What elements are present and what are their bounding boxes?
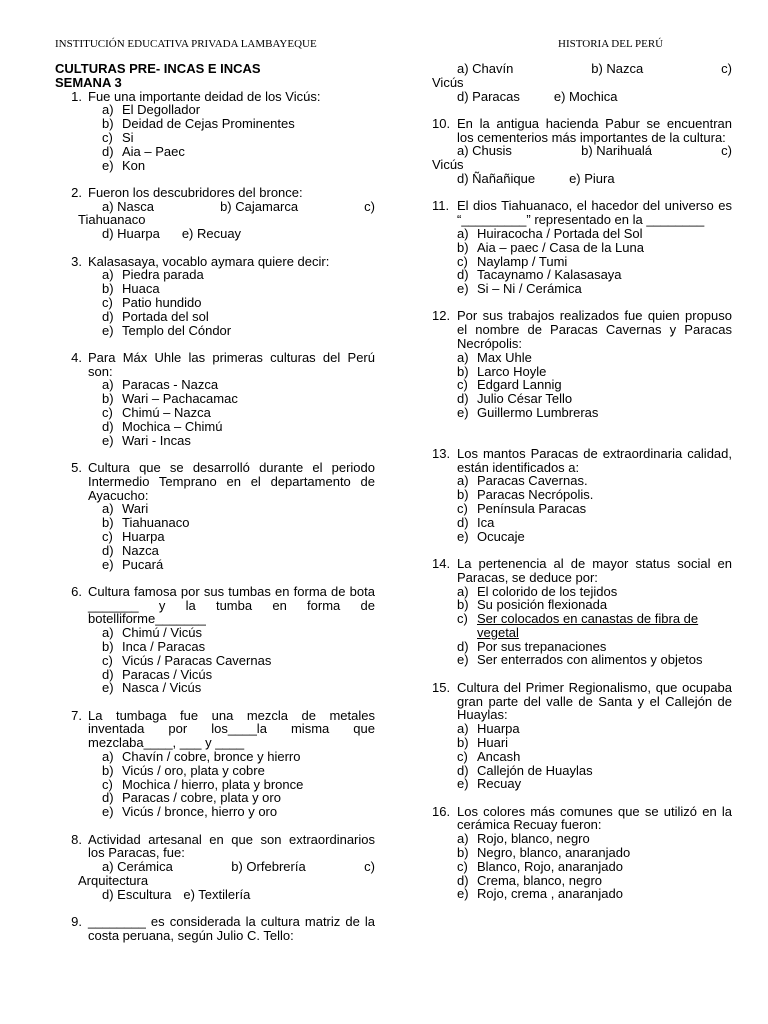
option-letter: e) [102, 432, 114, 448]
question-number: 13. [432, 445, 451, 461]
option-text: Huaca [122, 281, 160, 297]
option-e: e) Recuay [181, 226, 242, 242]
option-b: b) Nazca [591, 61, 644, 76]
option-letter: a) [457, 473, 469, 489]
option-letter: e) [102, 804, 114, 820]
option-c: c) [364, 198, 375, 214]
question-2 [55, 186, 375, 241]
option-a [457, 227, 732, 241]
option-text: Wari - Incas [122, 432, 191, 448]
option-c [102, 778, 375, 792]
option-text: Ocucaje [477, 528, 525, 544]
option-c [457, 255, 732, 269]
option-letter: b) [102, 762, 114, 778]
option-text: Si [122, 129, 134, 145]
options-list [102, 626, 375, 695]
question-number: 8. [71, 831, 82, 847]
option-text: Chimú / Vicús [122, 625, 202, 641]
option-letter: a) [102, 501, 114, 517]
question-1 [55, 90, 375, 173]
option-letter: e) [457, 528, 469, 544]
question-text: Los colores más comunes que se utilizó en la cerámica Recuay fueron: [457, 803, 732, 833]
option-c-text: Vicús [432, 74, 464, 90]
option-e [457, 530, 732, 544]
option-letter: b) [457, 487, 469, 503]
option-c [457, 750, 732, 764]
option-text: Ancash [477, 748, 521, 764]
option-letter: d) [457, 267, 469, 283]
option-letter: c) [457, 858, 468, 874]
question-number: 11. [432, 198, 450, 214]
option-c [102, 406, 375, 420]
option-b [102, 764, 375, 778]
inline-options [457, 172, 732, 186]
inline-options [102, 888, 375, 902]
options-list [457, 474, 732, 543]
option-c [102, 131, 375, 145]
option-letter: a) [102, 102, 114, 118]
option-b [457, 365, 732, 379]
option-letter: d) [457, 638, 469, 654]
option-letter: c) [102, 294, 113, 310]
week-label: SEMANA 3 [55, 74, 122, 90]
option-letter: c) [102, 776, 113, 792]
option-letter: c) [457, 611, 468, 627]
option-letter: d) [102, 790, 114, 806]
option-c: c) [721, 143, 732, 159]
inline-options [102, 860, 375, 874]
option-d [457, 516, 732, 530]
option-letter: a) [102, 749, 114, 765]
option-letter: a) [457, 831, 469, 847]
option-text: Huari [477, 734, 509, 750]
option-b [457, 598, 732, 612]
question-4 [55, 351, 375, 448]
options-list [102, 378, 375, 447]
option-text: Chimú – Nazca [122, 405, 211, 421]
option-text: Guillermo Lumbreras [477, 405, 599, 421]
option-letter: d) [102, 666, 114, 682]
option-text: El Degollador [122, 102, 201, 118]
question-text: Cultura que se desarrolló durante el periodo Intermedio Temprano en el departamento de Ayacucho: [88, 459, 375, 503]
option-text: Kon [122, 157, 146, 173]
option-d [457, 640, 732, 654]
question-text: Kalasasaya, vocablo aymara quiere decir: [88, 253, 330, 269]
option-d [457, 392, 732, 406]
option-letter: e) [457, 405, 469, 421]
option-text: Aia – Paec [122, 143, 185, 159]
option-text: Portada del sol [122, 308, 209, 324]
question-number: 5. [71, 459, 82, 475]
option-e [102, 159, 375, 173]
option-letter: d) [102, 542, 114, 558]
inline-options [102, 227, 375, 241]
option-letter: b) [102, 391, 114, 407]
option-e [457, 406, 732, 420]
question-text: Los mantos Paracas de extraordinaria calidad, están identificados a: [457, 445, 732, 475]
option-text: Huarpa [122, 528, 165, 544]
question-text: Para Máx Uhle las primeras culturas del Perú son: [88, 349, 375, 379]
option-letter: c) [457, 501, 468, 517]
option-c [457, 860, 732, 874]
option-a [457, 474, 732, 488]
option-letter: b) [457, 845, 469, 861]
question-9 [55, 915, 375, 943]
option-e [102, 558, 375, 572]
option-text: Naylamp / Tumi [477, 253, 568, 269]
left-column [55, 62, 375, 956]
option-letter: b) [457, 734, 469, 750]
question-5 [55, 461, 375, 571]
question-text: La pertenencia al de mayor status social en Paracas, se deduce por: [457, 555, 732, 585]
option-text: Recuay [477, 776, 522, 792]
option-letter: a) [457, 721, 469, 737]
option-d: d) Ñañañique [457, 171, 536, 187]
option-c-text: Vicús [432, 157, 464, 173]
option-d [102, 310, 375, 324]
option-letter: b) [457, 597, 469, 613]
option-e [102, 324, 375, 338]
option-text: Nazca [122, 542, 159, 558]
option-text: Pucará [122, 556, 164, 572]
option-text: Paracas Necrópolis. [477, 487, 594, 503]
option-a [457, 722, 732, 736]
option-letter: a) [457, 583, 469, 599]
options-list [102, 103, 375, 172]
option-text: Península Paracas [477, 501, 587, 517]
question-11 [432, 199, 732, 296]
option-c [457, 612, 732, 640]
option-letter: d) [102, 308, 114, 324]
option-a [102, 103, 375, 117]
option-letter: a) [102, 267, 114, 283]
option-text: Huiracocha / Portada del Sol [477, 225, 643, 241]
option-d: d) Paracas [457, 88, 520, 104]
option-letter: e) [102, 556, 114, 572]
option-b [457, 488, 732, 502]
option-d [102, 145, 375, 159]
option-letter: d) [102, 418, 114, 434]
option-a [102, 750, 375, 764]
option-a [102, 268, 375, 282]
option-b: b) Orfebrería [231, 859, 306, 875]
option-a: a) Chavín [457, 61, 514, 76]
option-letter: c) [457, 377, 468, 393]
question-9-options [432, 62, 732, 103]
option-letter: e) [102, 680, 114, 696]
option-letter: a) [102, 377, 114, 393]
option-c: c) [721, 61, 732, 76]
option-letter: b) [102, 515, 114, 531]
option-a: a) Cerámica [102, 859, 173, 875]
option-letter: c) [457, 253, 468, 269]
option-text: Inca / Paracas [122, 638, 206, 654]
option-d: d) Huarpa [102, 226, 160, 242]
subject-header: HISTORIA DEL PERÚ [558, 38, 664, 50]
option-text: Paracas / Vicús [122, 666, 213, 682]
question-text: Cultura del Primer Regionalismo, que ocupaba gran parte del valle de Santa y el Callejón de Huaylas: [457, 679, 732, 723]
option-c [102, 296, 375, 310]
option-letter: a) [457, 225, 469, 241]
option-d [102, 420, 375, 434]
option-text: Vicús / Paracas Cavernas [122, 652, 272, 668]
option-text: Negro, blanco, anaranjado [477, 845, 631, 861]
option-letter: e) [102, 322, 114, 338]
option-letter: c) [102, 528, 113, 544]
option-text-underlined: Ser colocados en canastas de fibra de vegetal [477, 611, 699, 640]
option-letter: d) [457, 872, 469, 888]
option-e [102, 434, 375, 448]
question-number: 6. [71, 583, 82, 599]
inline-options [102, 200, 375, 214]
option-letter: a) [457, 349, 469, 365]
option-text: Patio hundido [122, 294, 202, 310]
option-letter: b) [102, 116, 114, 132]
option-letter: d) [102, 143, 114, 159]
option-b [102, 117, 375, 131]
option-d [457, 874, 732, 888]
question-text: Por sus trabajos realizados fue quien propuso el nombre de Paracas Cavernas y Paracas Necrópolis: [457, 308, 732, 352]
option-e [457, 653, 732, 667]
option-text: Templo del Cóndor [122, 322, 232, 338]
question-number: 12. [432, 308, 451, 324]
option-text: Callejón de Huaylas [477, 762, 593, 778]
option-b [457, 241, 732, 255]
option-text: Rojo, blanco, negro [477, 831, 590, 847]
option-c: c) [364, 859, 375, 875]
option-text: Paracas - Nazca [122, 377, 219, 393]
option-text: Por sus trepanaciones [477, 638, 607, 654]
option-text: Vicús / bronce, hierro y oro [122, 804, 278, 820]
option-b [457, 736, 732, 750]
question-text: ________ es considerada la cultura matriz de la costa peruana, según Julio C. Tello: [88, 914, 375, 943]
option-c [457, 378, 732, 392]
option-text: Nasca / Vicús [122, 680, 202, 696]
option-letter: e) [457, 281, 469, 297]
option-b: b) Narihualá [581, 143, 652, 159]
options-list [457, 227, 732, 296]
option-text: Aia – paec / Casa de la Luna [477, 239, 644, 255]
option-text: Julio César Tello [477, 391, 573, 407]
question-15 [432, 681, 732, 791]
question-7 [55, 709, 375, 819]
option-d: d) Escultura [102, 886, 172, 902]
options-list [102, 268, 375, 337]
right-column [432, 62, 732, 915]
option-e [102, 681, 375, 695]
option-d [102, 668, 375, 682]
question-text: El dios Tiahuanaco, el hacedor del universo es “_________” representado en la ________ [457, 198, 732, 228]
option-text: Wari [122, 501, 149, 517]
option-b: b) Cajamarca [220, 198, 299, 214]
option-letter: e) [457, 776, 469, 792]
question-16 [432, 805, 732, 902]
question-text: Fue una importante deidad de los Vicús: [88, 88, 321, 104]
option-text: Rojo, crema , anaranjado [477, 886, 623, 902]
question-8 [55, 833, 375, 902]
option-a [102, 378, 375, 392]
option-e: e) Piura [569, 171, 615, 187]
option-a [102, 502, 375, 516]
option-text: Mochica – Chimú [122, 418, 223, 434]
option-e: e) Textilería [183, 886, 251, 902]
option-e [457, 887, 732, 901]
option-e [457, 777, 732, 791]
option-text: Paracas / cobre, plata y oro [122, 790, 281, 806]
option-text: Su posición flexionada [477, 597, 608, 613]
option-c-text: Arquitectura [78, 872, 149, 888]
document-title: CULTURAS PRE- INCAS E INCAS [55, 61, 261, 76]
options-list [457, 585, 732, 668]
option-c-text: Tiahuanaco [78, 212, 146, 228]
question-number: 9. [71, 914, 82, 930]
question-text: En la antigua hacienda Pabur se encuentran los cementerios más importantes de la cultura: [457, 115, 732, 145]
question-number: 7. [71, 707, 82, 723]
option-letter: a) [102, 625, 114, 641]
option-text: Max Uhle [477, 349, 532, 365]
option-letter: b) [102, 281, 114, 297]
option-text: Vicús / oro, plata y cobre [122, 762, 265, 778]
option-text: Deidad de Cejas Prominentes [122, 116, 295, 132]
option-letter: b) [457, 239, 469, 255]
option-text: Tacaynamo / Kalasasaya [477, 267, 622, 283]
option-c [102, 654, 375, 668]
option-text: Crema, blanco, negro [477, 872, 603, 888]
option-d [457, 764, 732, 778]
question-text: Fueron los descubridores del bronce: [88, 184, 303, 200]
option-d [102, 544, 375, 558]
institution-header: INSTITUCIÓN EDUCATIVA PRIVADA LAMBAYEQUE [55, 38, 317, 50]
option-letter: c) [102, 405, 113, 421]
option-letter: e) [457, 886, 469, 902]
question-text: Cultura famosa por sus tumbas en forma de bota _______ y la tumba en forma de botelliforme_______ [88, 583, 375, 627]
question-number: 1. [71, 88, 82, 104]
question-number: 14. [432, 555, 451, 571]
question-6 [55, 585, 375, 695]
question-14 [432, 557, 732, 667]
option-text: Ica [477, 514, 495, 530]
option-letter: e) [457, 652, 469, 668]
option-a [457, 585, 732, 599]
option-e [457, 282, 732, 296]
option-a [102, 626, 375, 640]
question-10 [432, 117, 732, 186]
question-text: Actividad artesanal en que son extraordinarios los Paracas, fue: [88, 831, 375, 861]
option-text: Wari – Pachacamac [122, 391, 238, 407]
inline-options [457, 144, 732, 158]
option-text: Ser enterrados con alimentos y objetos [477, 652, 703, 668]
option-text: Chavín / cobre, bronce y hierro [122, 749, 301, 765]
option-e [102, 805, 375, 819]
option-letter: d) [457, 762, 469, 778]
option-text: Larco Hoyle [477, 363, 547, 379]
option-b [102, 392, 375, 406]
options-list [457, 351, 732, 420]
option-b [457, 846, 732, 860]
question-number: 4. [71, 349, 82, 365]
option-a [457, 351, 732, 365]
option-letter: c) [102, 129, 113, 145]
option-text: Huarpa [477, 721, 520, 737]
option-e: e) Mochica [553, 88, 618, 104]
inline-options [457, 62, 732, 76]
option-text: El colorido de los tejidos [477, 583, 618, 599]
option-c [457, 502, 732, 516]
options-list [102, 502, 375, 571]
option-text: Tiahuanaco [122, 515, 190, 531]
question-text: La tumbaga fue una mezcla de metales inventada por los____la misma que mezclaba____, ___ y ____ [88, 707, 375, 751]
option-letter: e) [102, 157, 114, 173]
option-d [102, 791, 375, 805]
option-text: Blanco, Rojo, anaranjado [477, 858, 623, 874]
option-letter: c) [457, 748, 468, 764]
options-list [102, 750, 375, 819]
option-letter: c) [102, 652, 113, 668]
option-text: Mochica / hierro, plata y bronce [122, 776, 304, 792]
option-c [102, 530, 375, 544]
option-b [102, 282, 375, 296]
options-list [457, 832, 732, 901]
option-text: Piedra parada [122, 267, 204, 283]
option-letter: d) [457, 514, 469, 530]
option-letter: b) [102, 638, 114, 654]
option-text: Edgard Lannig [477, 377, 562, 393]
option-d [457, 268, 732, 282]
question-12 [432, 309, 732, 419]
question-number: 3. [71, 253, 82, 269]
question-number: 10. [432, 115, 451, 131]
options-list [457, 722, 732, 791]
option-text: Si – Ni / Cerámica [477, 281, 582, 297]
question-number: 16. [432, 803, 451, 819]
question-3 [55, 255, 375, 338]
option-b [102, 640, 375, 654]
option-text: Paracas Cavernas. [477, 473, 588, 489]
option-a [457, 832, 732, 846]
option-a: a) Nasca [102, 198, 155, 214]
option-b [102, 516, 375, 530]
question-number: 15. [432, 679, 451, 695]
option-letter: b) [457, 363, 469, 379]
question-number: 2. [71, 184, 82, 200]
option-letter: d) [457, 391, 469, 407]
question-13 [432, 447, 732, 544]
inline-options [457, 90, 732, 104]
option-a: a) Chusis [457, 143, 512, 159]
